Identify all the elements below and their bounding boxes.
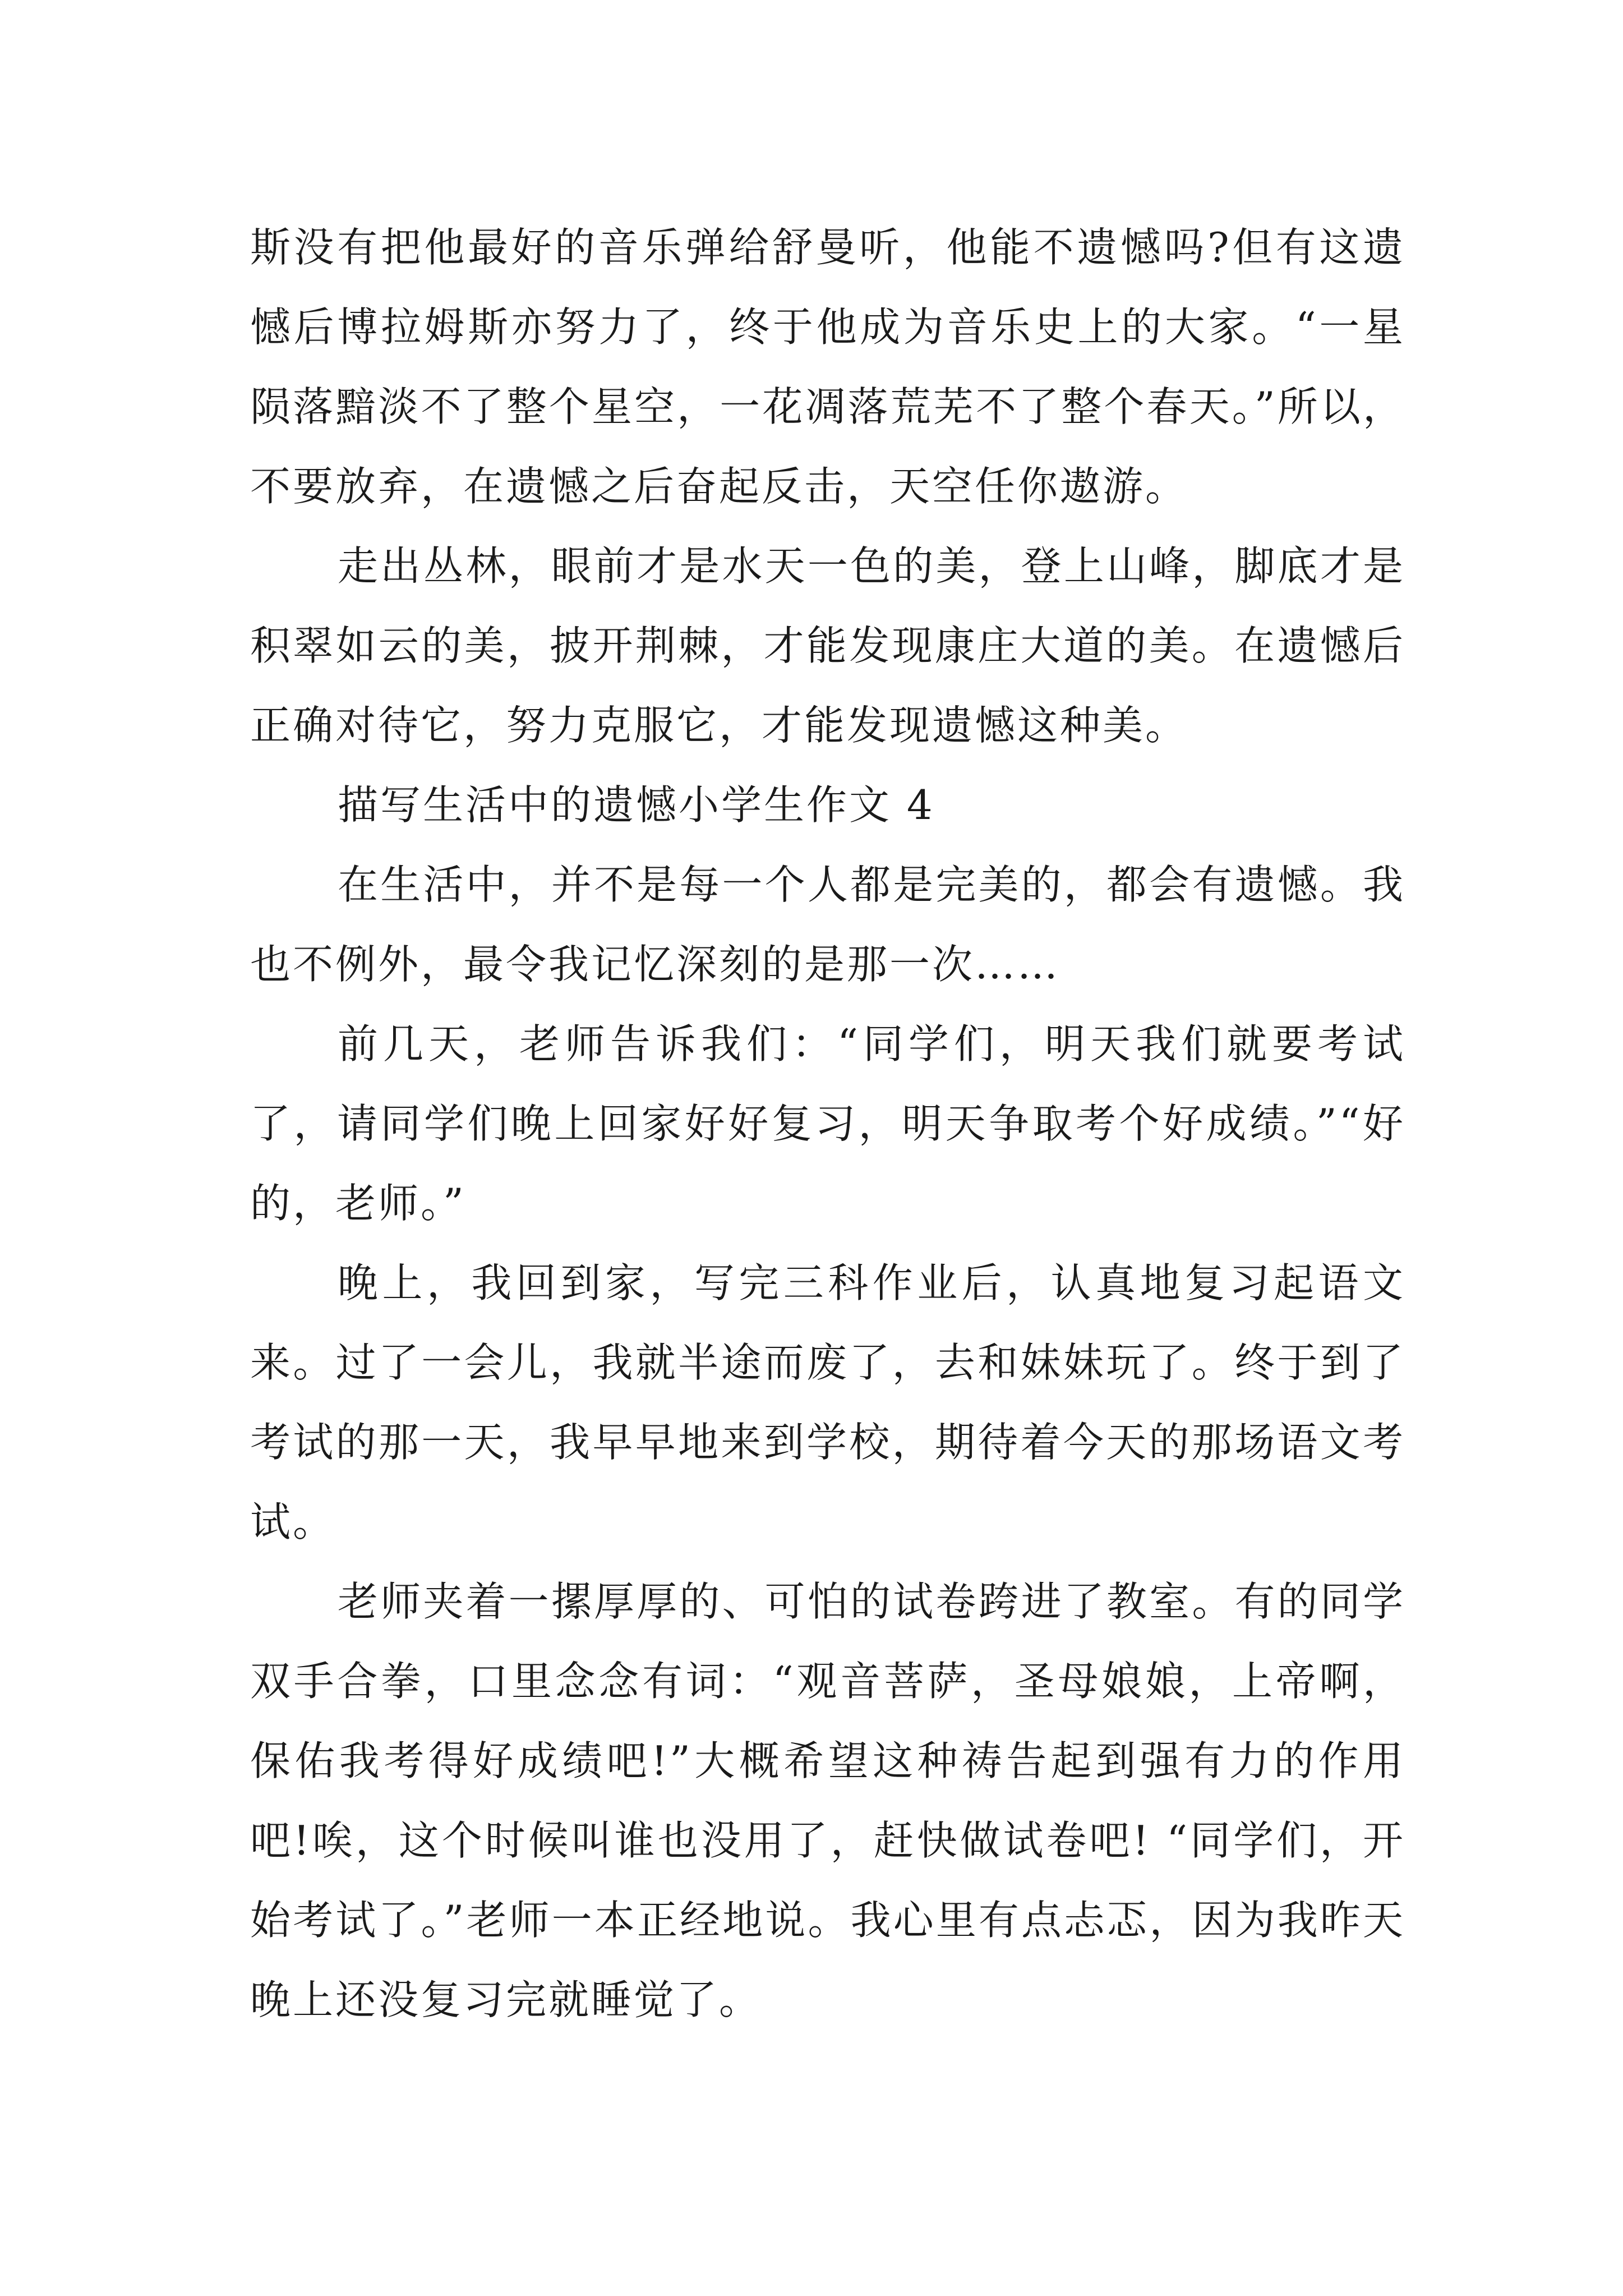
paragraph-4: 前几天，老师告诉我们：“同学们，明天我们就要考试了，请同学们晚上回家好好复习，明天争取考个好成绩。”“好的，老师。” — [250, 1020, 1405, 1227]
paragraph-1: 斯没有把他最好的音乐弹给舒曼听，他能不遗憾吗?但有这遗憾后博拉姆斯亦努力了，终于他成为音乐史上的大家。“一星陨落黯淡不了整个星空，一花凋落荒芜不了整个春天。”所以，不要放弃，在遗憾之后奋起反击，天空任你遨游。 — [250, 224, 1405, 510]
paragraph-3: 在生活中，并不是每一个人都是完美的，都会有遗憾。我也不例外，最令我记忆深刻的是那一次…… — [250, 861, 1405, 988]
paragraph-2: 走出丛林，眼前才是水天一色的美，登上山峰，脚底才是积翠如云的美，披开荆棘，才能发现康庄大道的美。在遗憾后正确对待它，努力克服它，才能发现遗憾这种美。 — [250, 542, 1405, 749]
section-heading: 描写生活中的遗憾小学生作文 4 — [338, 781, 935, 829]
document-body — [250, 208, 1405, 2040]
paragraph-5: 晚上，我回到家，写完三科作业后，认真地复习起语文来。过了一会儿，我就半途而废了，去和妹妹玩了。终于到了考试的那一天，我早早地来到学校，期待着今天的那场语文考试。 — [250, 1259, 1405, 1545]
paragraph-6: 老师夹着一摞厚厚的、可怕的试卷跨进了教室。有的同学双手合拳，口里念念有词：“观音菩萨，圣母娘娘，上帝啊，保佑我考得好成绩吧!”大概希望这种祷告起到强有力的作用吧!唉，这个时候叫谁也没用了，赶快做试卷吧! “同学们，开始考试了。”老师一本正经地说。我心里有点忐忑，因为我昨天晚上还没复习完就睡觉了。 — [250, 1578, 1405, 2023]
